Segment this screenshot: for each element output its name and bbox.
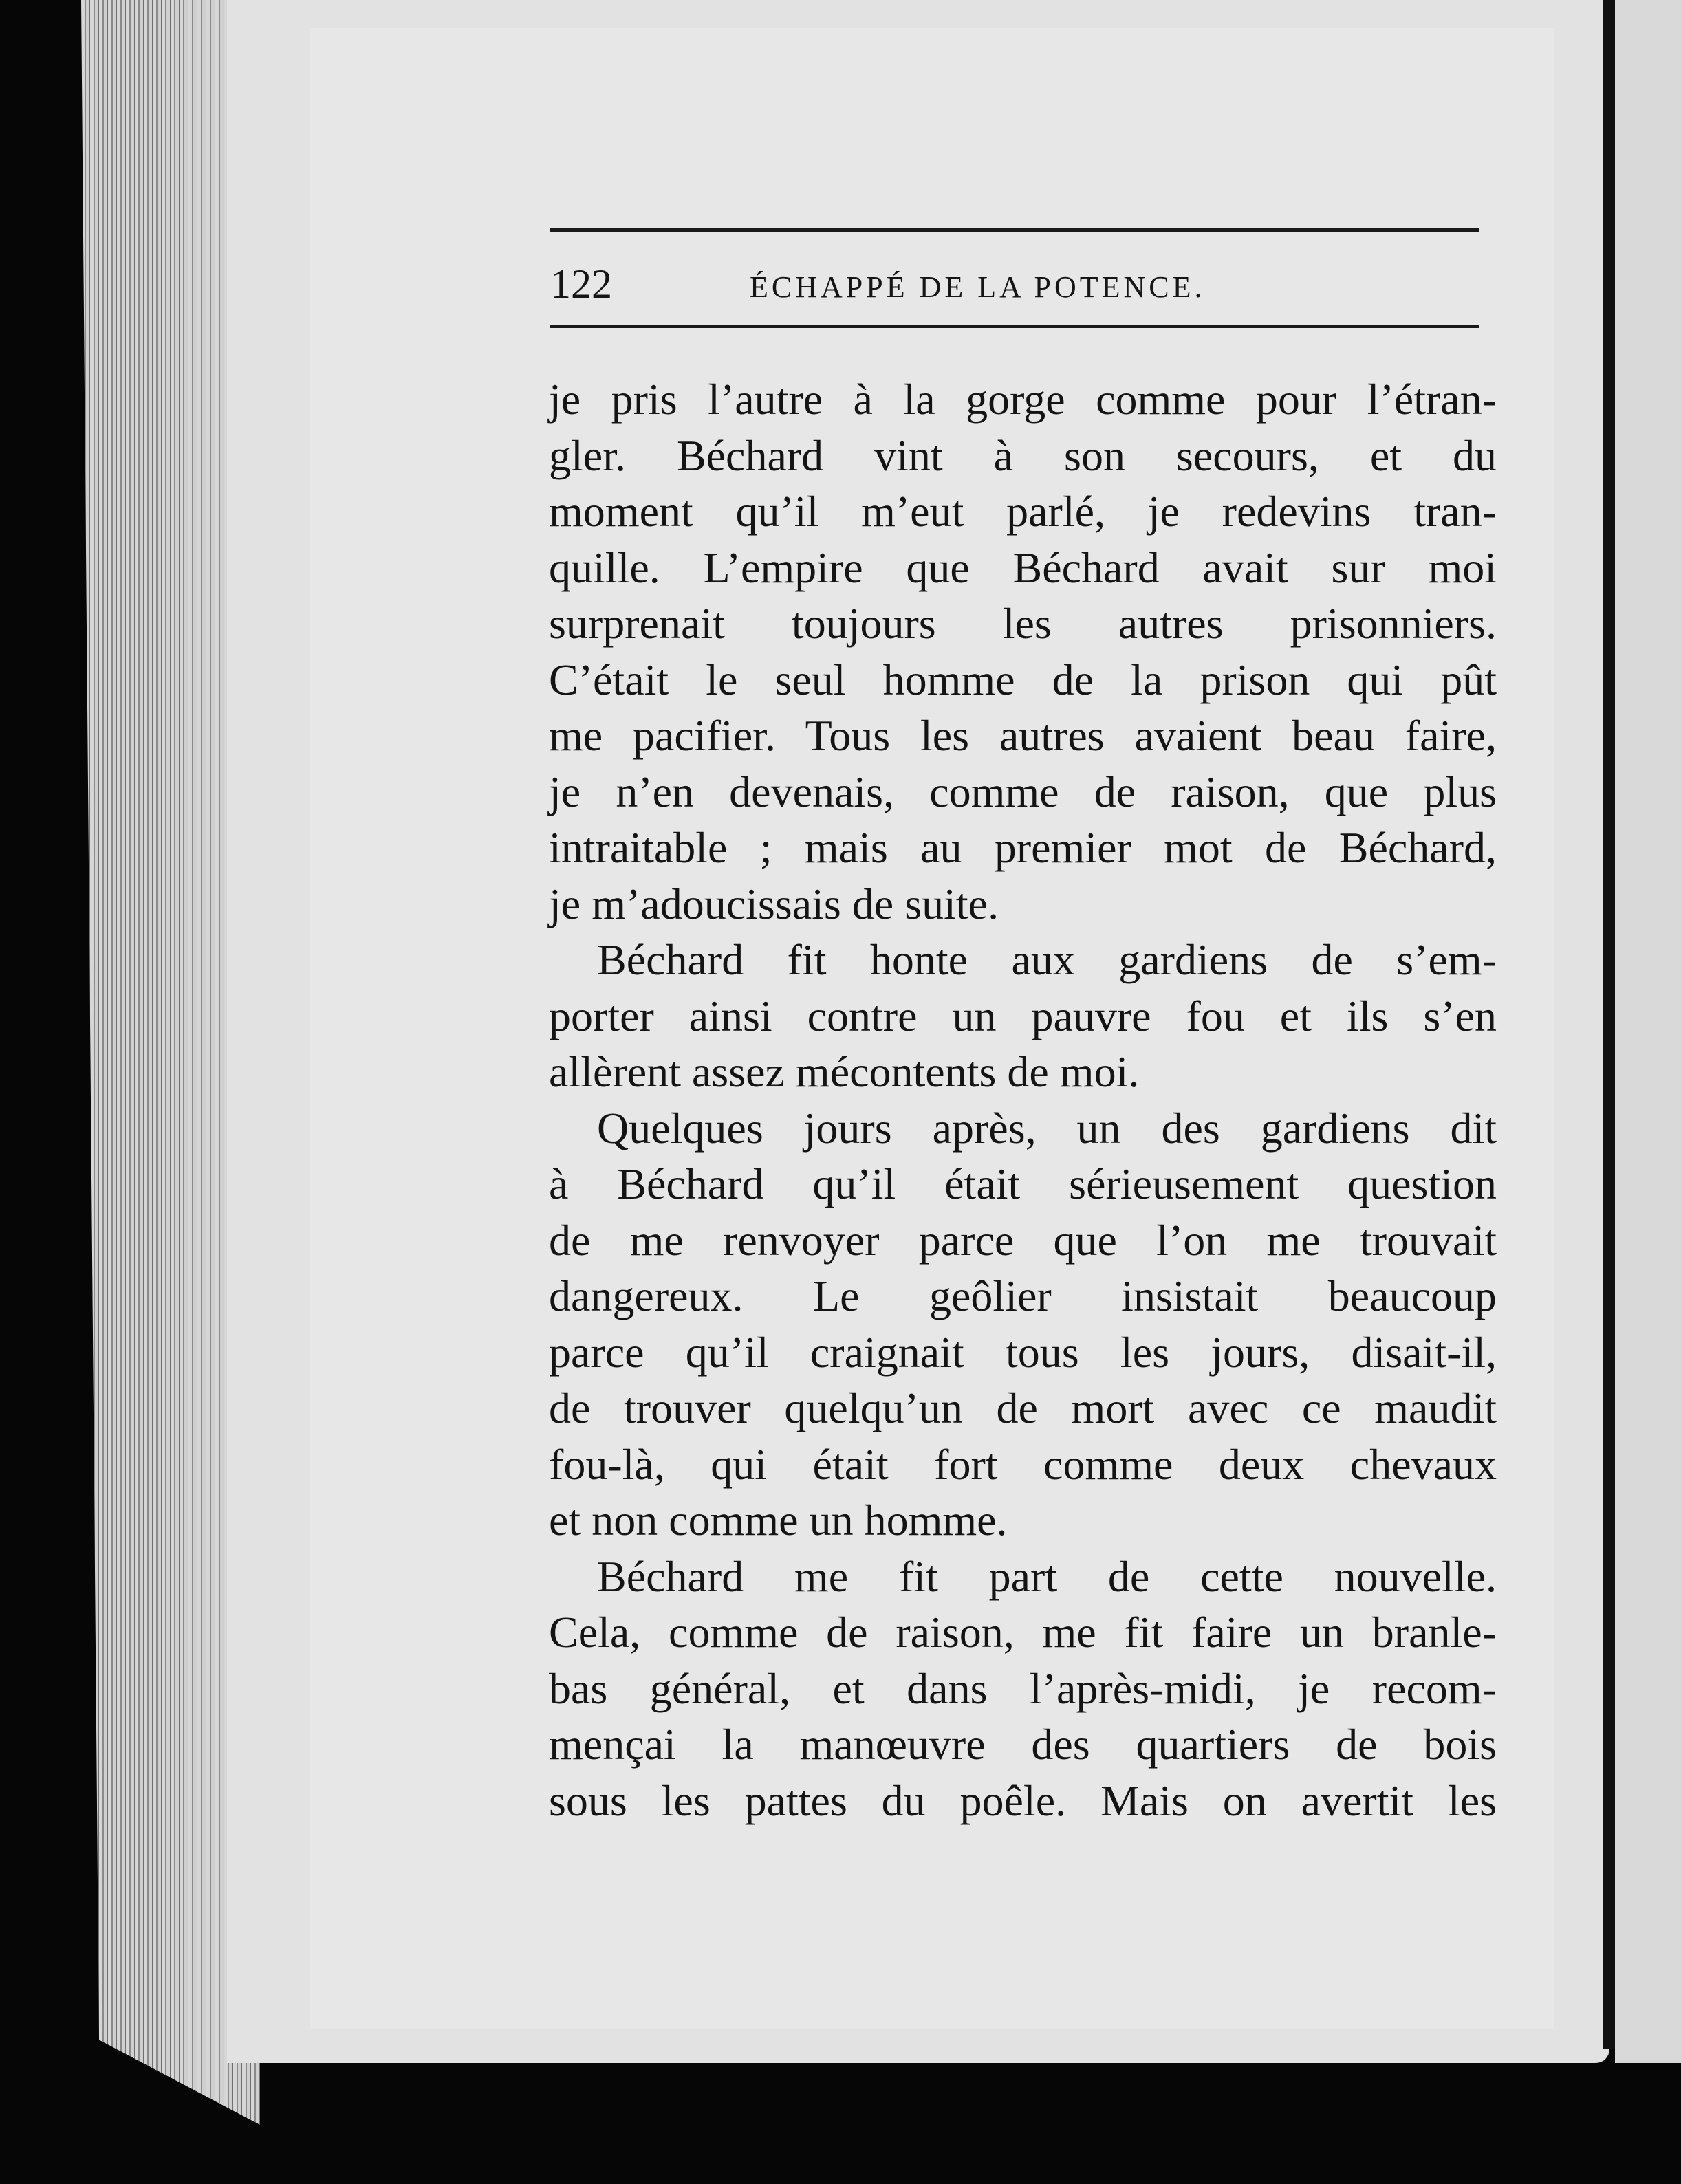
paragraph — [549, 1549, 1497, 1829]
text-line: mençai la manœuvre des quartiers de bois — [549, 1720, 1497, 1769]
text-line: C’était le seul homme de la prison qui pût — [549, 655, 1497, 704]
paragraph — [549, 932, 1497, 1100]
text-line: bas général, et dans l’après-midi, je recom- — [549, 1663, 1497, 1713]
text-line: me pacifier. Tous les autres avaient beau faire, — [549, 711, 1497, 760]
running-header — [550, 260, 1479, 315]
text-line: Béchard me fit part de cette nouvelle. — [597, 1551, 1497, 1601]
text-line: Quelques jours après, un des gardiens dit — [597, 1103, 1497, 1153]
text-line: de trouver quelqu’un de mort avec ce maudit — [549, 1384, 1497, 1432]
text-line: fou-là, qui était fort comme deux chevaux — [549, 1439, 1497, 1489]
text-line: et non comme un homme. — [549, 1496, 1008, 1544]
text-line: Cela, comme de raison, me fit faire un branle- — [549, 1608, 1497, 1657]
text-line: sous les pattes du poêle. Mais on avertit les — [549, 1776, 1497, 1825]
gutter-shadow — [1603, 0, 1615, 2049]
header-rule-bottom — [550, 325, 1479, 328]
text-line: intraitable ; mais au premier mot de Béchard, — [549, 823, 1497, 872]
body-text — [549, 371, 1497, 1828]
page-number: 122 — [550, 261, 612, 307]
paragraph — [549, 371, 1497, 932]
text-line: moment qu’il m’eut parlé, je redevins tran- — [549, 487, 1497, 536]
text-line: allèrent assez mécontents de moi. — [549, 1047, 1140, 1096]
facing-page-edge — [1615, 0, 1681, 2063]
text-line: je n’en devenais, comme de raison, que plus — [549, 767, 1497, 816]
text-line: Béchard fit honte aux gardiens de s’em- — [597, 935, 1497, 984]
text-line: surprenait toujours les autres prisonniers. — [549, 599, 1497, 648]
text-line: parce qu’il craignait tous les jours, disait-il, — [549, 1327, 1497, 1377]
text-line: dangereux. Le geôlier insistait beaucoup — [549, 1271, 1497, 1320]
text-line: je pris l’autre à la gorge comme pour l’étran- — [549, 375, 1497, 424]
running-title: ÉCHAPPÉ DE LA POTENCE. — [750, 270, 1206, 304]
paragraph — [549, 1100, 1497, 1549]
text-line: je m’adoucissais de suite. — [549, 879, 999, 928]
text-line: porter ainsi contre un pauvre fou et ils s’en — [549, 991, 1497, 1040]
text-line: gler. Béchard vint à son secours, et du — [549, 430, 1497, 480]
text-line: de me renvoyer parce que l’on me trouvait — [549, 1215, 1497, 1265]
header-rule-top — [550, 228, 1479, 232]
text-line: à Béchard qu’il était sérieusement question — [549, 1159, 1497, 1208]
text-line: quille. L’empire que Béchard avait sur moi — [549, 543, 1497, 592]
